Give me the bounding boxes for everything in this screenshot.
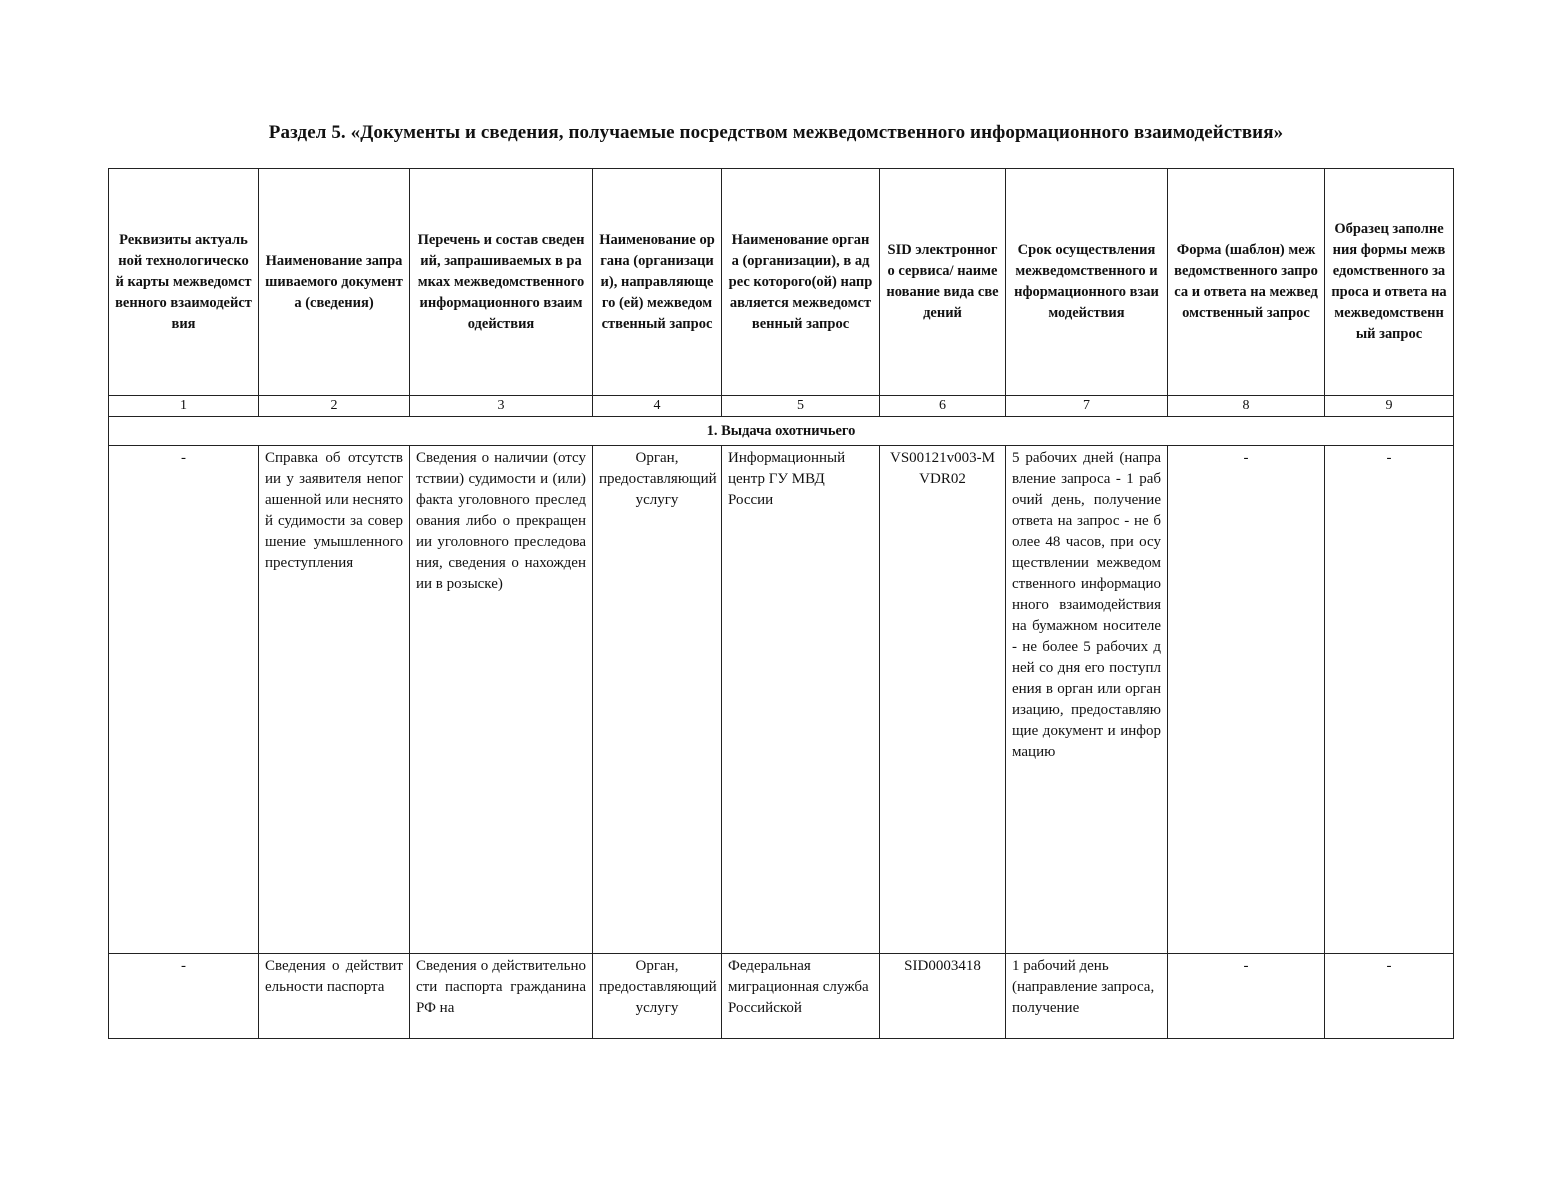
cell-requisites: - [109, 446, 259, 954]
column-number: 8 [1168, 396, 1325, 417]
cell-sid: SID0003418 [880, 954, 1006, 1039]
cell-deadline: 1 рабочий день (направление запроса, получение [1006, 954, 1168, 1039]
section-title: 1. Выдача охотничьего [109, 417, 1454, 446]
cell-requisites: - [109, 954, 259, 1039]
column-header-1: Реквизиты актуальной технологической карты межведомственного взаимодействия [109, 169, 259, 396]
column-header-2: Наименование запрашиваемого документа (сведения) [259, 169, 410, 396]
cell-deadline: 5 рабочих дней (направление запроса - 1 рабочий день, получение ответа на запрос - не более 48 часов, при осуществлении межведомственного информационного взаимодействия на бумажном носителе - не более 5 рабочих дней со дня его поступления в орган или организацию, предоставляющие документ и информацию [1006, 446, 1168, 954]
interagency-documents-table [108, 168, 1454, 1039]
column-number: 7 [1006, 396, 1168, 417]
column-number-row [109, 396, 1454, 417]
column-header-7: Срок осуществления межведомственного информационного взаимодействия [1006, 169, 1168, 396]
cell-document-name: Сведения о действительности паспорта [259, 954, 410, 1039]
cell-sid: VS00121v003-MVDR02 [880, 446, 1006, 954]
cell-document-name: Справка об отсутствии у заявителя непогашенной или неснятой судимости за совершение умышленного преступления [259, 446, 410, 954]
column-header-8: Форма (шаблон) межведомственного запроса и ответа на межведомственный запрос [1168, 169, 1325, 396]
cell-info-list: Сведения о наличии (отсутствии) судимости и (или) факта уголовного преследования либо о прекращении уголовного преследования, сведения о нахождении в розыске) [410, 446, 593, 954]
table-row [109, 954, 1454, 1039]
column-number: 5 [722, 396, 880, 417]
column-number: 9 [1325, 396, 1454, 417]
column-number: 6 [880, 396, 1006, 417]
cell-receiving-body: Федеральная миграционная служба Российской [722, 954, 880, 1039]
column-number: 4 [593, 396, 722, 417]
page-title: Раздел 5. «Документы и сведения, получаемые посредством межведомственного информационного взаимодействия» [268, 122, 1284, 143]
cell-requesting-body: Орган, предоставляющий услугу [593, 954, 722, 1039]
cell-form-sample: - [1325, 954, 1454, 1039]
column-header-5: Наименование органа (организации), в адрес которого(ой) направляется межведомственный запрос [722, 169, 880, 396]
table-header-row [109, 169, 1454, 396]
cell-form-sample: - [1325, 446, 1454, 954]
column-header-9: Образец заполнения формы межведомственного запроса и ответа на межведомственный запрос [1325, 169, 1454, 396]
cell-form-template: - [1168, 446, 1325, 954]
column-number: 1 [109, 396, 259, 417]
cell-info-list: Сведения о действительности паспорта гражданина РФ на [410, 954, 593, 1039]
table-row [109, 446, 1454, 954]
cell-form-template: - [1168, 954, 1325, 1039]
column-header-4: Наименование органа (организации), направляющего (ей) межведомственный запрос [593, 169, 722, 396]
column-header-3: Перечень и состав сведений, запрашиваемых в рамках межведомственного информационного взаимодействия [410, 169, 593, 396]
cell-receiving-body: Информационный центр ГУ МВД России [722, 446, 880, 954]
cell-requesting-body: Орган, предоставляющий услугу [593, 446, 722, 954]
column-number: 2 [259, 396, 410, 417]
column-header-6: SID электронного сервиса/ наименование вида сведений [880, 169, 1006, 396]
column-number: 3 [410, 396, 593, 417]
section-row [109, 417, 1454, 446]
